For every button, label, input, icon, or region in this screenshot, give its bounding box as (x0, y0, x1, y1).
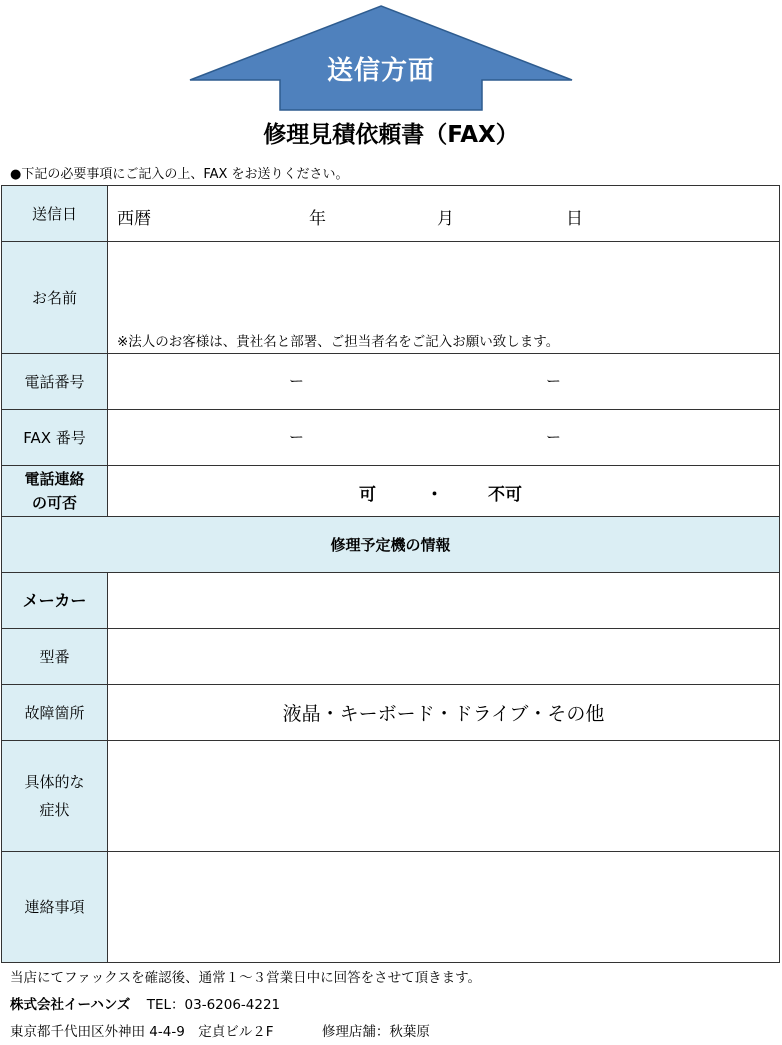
contact-ok-field (108, 466, 780, 517)
row-model (2, 629, 780, 685)
label-fault: 故障箇所 (2, 685, 108, 741)
instruction-text: ●下記の必要事項にご記入の上、FAX をお送りください。 (10, 167, 349, 182)
label-phone: 電話番号 (2, 354, 108, 410)
corporate-note: ※法人のお客様は、貴社名と部署、ご担当者名をご記入お願い致します。 (117, 334, 560, 350)
phone-field[interactable] (108, 354, 780, 410)
section-title: 修理予定機の情報 (2, 517, 780, 573)
fax-dash-2: ー (546, 428, 562, 446)
arrow-label: 送信方面 (326, 56, 435, 86)
company-address: 東京都千代田区外神田 4-4-9 定貞ビル２F (10, 1024, 274, 1040)
fault-options[interactable]: 液晶・キーボード・ドライブ・その他 (108, 685, 780, 741)
row-fax (2, 410, 780, 466)
phone-dash-2: ー (546, 372, 562, 390)
option-yes[interactable]: 可 (359, 485, 376, 505)
fax-dash-1: ー (289, 428, 305, 446)
request-form-table (1, 185, 780, 963)
row-symptoms (2, 741, 780, 852)
month-text: 月 (437, 209, 454, 229)
label-contact-ok-line1: 電話連絡 (24, 470, 85, 488)
label-name: お名前 (2, 242, 108, 354)
year-text: 年 (309, 209, 326, 229)
footer-company-line (10, 993, 280, 1013)
row-section-header (2, 517, 780, 573)
label-send-date: 送信日 (2, 186, 108, 242)
label-symptoms-line2: 症状 (39, 801, 70, 819)
label-fax: FAX 番号 (2, 410, 108, 466)
option-separator: ・ (426, 485, 443, 505)
name-field[interactable] (108, 242, 780, 354)
shop-location: 修理店舗：秋葉原 (321, 1024, 430, 1040)
day-text: 日 (566, 209, 583, 229)
label-symptoms (2, 741, 108, 852)
footer-address-line (10, 1020, 430, 1040)
symptoms-field[interactable] (108, 741, 780, 852)
label-notes: 連絡事項 (2, 852, 108, 963)
model-field[interactable] (108, 629, 780, 685)
label-contact-ok (2, 466, 108, 517)
row-phone (2, 354, 780, 410)
company-tel: TEL：03-6206-4221 (146, 997, 281, 1013)
label-contact-ok-line2: の可否 (31, 494, 77, 512)
label-maker: メーカー (2, 573, 108, 629)
row-notes (2, 852, 780, 963)
row-fault (2, 685, 780, 741)
label-symptoms-line1: 具体的な (24, 773, 85, 791)
era-text: 西暦 (117, 209, 151, 229)
row-name (2, 242, 780, 354)
notes-field[interactable] (108, 852, 780, 963)
company-name: 株式会社イーハンズ (10, 997, 131, 1013)
send-date-field[interactable] (108, 186, 780, 242)
footer-response-note: 当店にてファックスを確認後、通常１～３営業日中に回答をさせて頂きます。 (10, 970, 482, 986)
label-model: 型番 (2, 629, 108, 685)
page-title: 修理見積依頼書（FAX） (263, 122, 519, 148)
row-contact-ok (2, 466, 780, 517)
maker-field[interactable] (108, 573, 780, 629)
row-maker (2, 573, 780, 629)
option-no[interactable]: 不可 (488, 485, 522, 505)
phone-dash-1: ー (289, 372, 305, 390)
row-send-date (2, 186, 780, 242)
fax-field[interactable] (108, 410, 780, 466)
